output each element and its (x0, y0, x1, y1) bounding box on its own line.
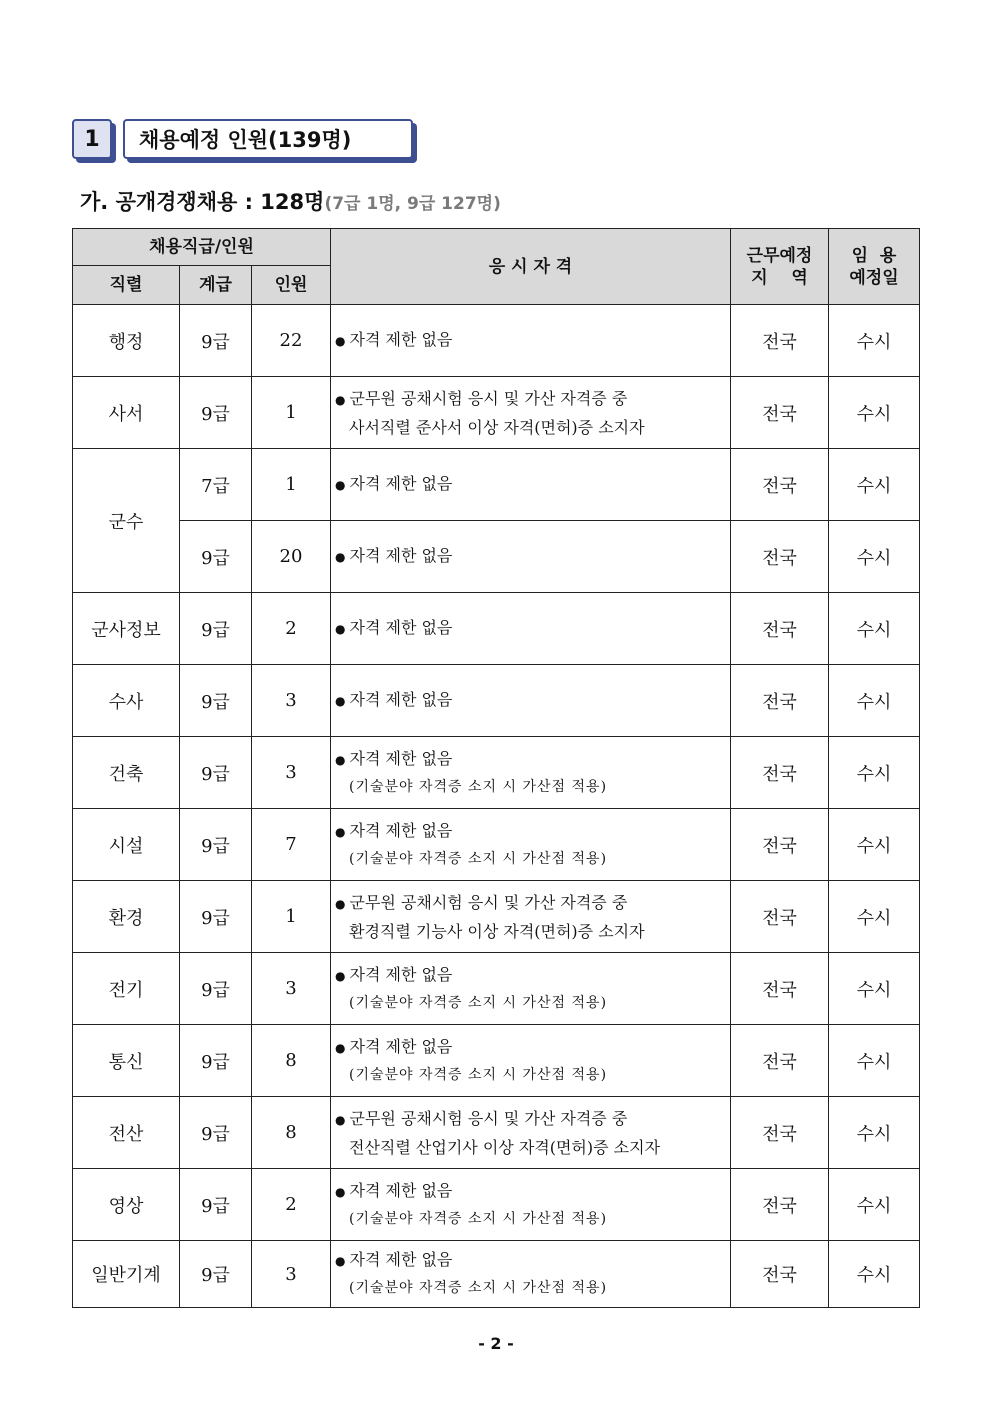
cell-series: 사서 (73, 377, 180, 449)
qualification-continuation: 사서직렬 준사서 이상 자격(면허)증 소지자 (349, 417, 645, 437)
cell-grade: 9급 (180, 953, 252, 1025)
cell-date: 수시 (829, 809, 920, 881)
cell-region: 전국 (731, 665, 829, 737)
qualification-text: 군무원 공채시험 응시 및 가산 자격증 중 (349, 388, 628, 408)
cell-count: 3 (252, 665, 331, 737)
cell-region: 전국 (731, 1169, 829, 1241)
qualification-text: 자격 제한 없음 (349, 748, 453, 768)
cell-count: 8 (252, 1025, 331, 1097)
cell-count: 1 (252, 377, 331, 449)
qualification-note: (기술분야 자격증 소지 시 가산점 적용) (349, 778, 608, 795)
qualification-line (335, 330, 452, 349)
qualification-text: 자격 제한 없음 (349, 1036, 453, 1056)
cell-region: 전국 (731, 809, 829, 881)
qualification-line (335, 389, 627, 408)
cell-series: 군수 (73, 449, 180, 593)
cell-date: 수시 (829, 737, 920, 809)
subheading (80, 186, 501, 216)
section-number: 1 (72, 119, 112, 159)
bullet-icon: ● (335, 392, 346, 407)
cell-series: 수사 (73, 665, 180, 737)
cell-series: 통신 (73, 1025, 180, 1097)
qualification-note: (기술분야 자격증 소지 시 가산점 적용) (349, 850, 608, 867)
cell-qualification (331, 881, 731, 953)
bullet-icon: ● (335, 896, 346, 911)
bullet-icon: ● (335, 550, 346, 564)
cell-count: 2 (252, 1169, 331, 1241)
cell-grade: 9급 (180, 1241, 252, 1308)
qualification-text: 자격 제한 없음 (349, 820, 453, 840)
cell-date: 수시 (829, 665, 920, 737)
table-row (73, 809, 920, 881)
page-number: - 2 - (478, 1334, 514, 1353)
cell-grade: 9급 (180, 665, 252, 737)
header-date-line2: 예정일 (849, 267, 899, 288)
cell-count: 3 (252, 953, 331, 1025)
qualification-line (335, 690, 452, 709)
cell-count: 22 (252, 305, 331, 377)
cell-region: 전국 (731, 1025, 829, 1097)
cell-count: 1 (252, 881, 331, 953)
table-row (73, 593, 920, 665)
bullet-icon: ● (335, 334, 346, 348)
bullet-icon: ● (335, 968, 346, 983)
qualification-note: (기술분야 자격증 소지 시 가산점 적용) (349, 994, 608, 1011)
cell-qualification (331, 1025, 731, 1097)
cell-qualification (331, 665, 731, 737)
table-row (73, 1097, 920, 1169)
qualification-line (335, 965, 452, 984)
header-group: 채용직급/인원 (73, 229, 331, 266)
bullet-icon: ● (335, 622, 346, 636)
qualification-note: (기술분야 자격증 소지 시 가산점 적용) (349, 1280, 608, 1296)
cell-region: 전국 (731, 521, 829, 593)
qualification-line (335, 1109, 627, 1128)
cell-series: 영상 (73, 1169, 180, 1241)
cell-date: 수시 (829, 593, 920, 665)
qualification-text: 군무원 공채시험 응시 및 가산 자격증 중 (349, 892, 628, 912)
cell-qualification (331, 1169, 731, 1241)
cell-series: 시설 (73, 809, 180, 881)
subheading-note: (7급 1명, 9급 127명) (324, 194, 501, 214)
section-title: 채용예정 인원(139명) (123, 119, 413, 159)
qualification-text: 자격 제한 없음 (349, 618, 453, 637)
subheading-main: 가. 공개경쟁채용 : 128명 (80, 190, 325, 214)
cell-count: 3 (252, 1241, 331, 1308)
table-row (73, 1169, 920, 1241)
bullet-icon: ● (335, 1184, 346, 1199)
cell-region: 전국 (731, 1241, 829, 1308)
bullet-icon: ● (335, 824, 346, 839)
cell-grade: 9급 (180, 1169, 252, 1241)
cell-series: 군사정보 (73, 593, 180, 665)
header-region (731, 229, 829, 305)
cell-qualification (331, 377, 731, 449)
cell-grade: 9급 (180, 521, 252, 593)
cell-qualification (331, 953, 731, 1025)
recruitment-table (72, 228, 920, 1308)
cell-series: 환경 (73, 881, 180, 953)
cell-qualification (331, 1097, 731, 1169)
cell-date: 수시 (829, 377, 920, 449)
qualification-text: 자격 제한 없음 (349, 546, 453, 565)
cell-region: 전국 (731, 1097, 829, 1169)
cell-grade: 9급 (180, 305, 252, 377)
cell-date: 수시 (829, 449, 920, 521)
bullet-icon: ● (335, 1254, 346, 1268)
cell-date: 수시 (829, 1097, 920, 1169)
qualification-text: 자격 제한 없음 (349, 474, 453, 493)
header-region-line2: 지 역 (751, 267, 808, 288)
bullet-icon: ● (335, 752, 346, 767)
cell-date: 수시 (829, 1025, 920, 1097)
cell-date: 수시 (829, 881, 920, 953)
qualification-line (335, 1250, 452, 1269)
cell-count: 2 (252, 593, 331, 665)
cell-grade: 7급 (180, 449, 252, 521)
table-row (73, 953, 920, 1025)
table-body (73, 305, 920, 1308)
table-row (73, 881, 920, 953)
table-row (73, 377, 920, 449)
table-row (73, 1025, 920, 1097)
qualification-continuation: 환경직렬 기능사 이상 자격(면허)증 소지자 (349, 921, 645, 941)
cell-region: 전국 (731, 377, 829, 449)
header-date-line1: 임 용 (851, 245, 897, 266)
table-row (73, 665, 920, 737)
cell-date: 수시 (829, 953, 920, 1025)
bullet-icon: ● (335, 694, 346, 708)
bullet-icon: ● (335, 1040, 346, 1055)
cell-qualification (331, 521, 731, 593)
table-row (73, 737, 920, 809)
cell-region: 전국 (731, 953, 829, 1025)
cell-series: 일반기계 (73, 1241, 180, 1308)
cell-series: 전산 (73, 1097, 180, 1169)
cell-count: 7 (252, 809, 331, 881)
bullet-icon: ● (335, 1112, 346, 1127)
qualification-line (335, 1037, 452, 1056)
qualification-line (335, 546, 452, 565)
qualification-line (335, 893, 627, 912)
qualification-note: (기술분야 자격증 소지 시 가산점 적용) (349, 1210, 608, 1227)
cell-date: 수시 (829, 1169, 920, 1241)
cell-grade: 9급 (180, 377, 252, 449)
cell-count: 8 (252, 1097, 331, 1169)
cell-region: 전국 (731, 449, 829, 521)
table-row (73, 305, 920, 377)
cell-date: 수시 (829, 521, 920, 593)
cell-series: 전기 (73, 953, 180, 1025)
cell-grade: 9급 (180, 881, 252, 953)
cell-region: 전국 (731, 305, 829, 377)
cell-date: 수시 (829, 305, 920, 377)
cell-count: 1 (252, 449, 331, 521)
cell-region: 전국 (731, 737, 829, 809)
qualification-text: 자격 제한 없음 (349, 1250, 453, 1269)
qualification-line (335, 749, 452, 768)
qualification-text: 자격 제한 없음 (349, 964, 453, 984)
cell-count: 20 (252, 521, 331, 593)
cell-grade: 9급 (180, 737, 252, 809)
qualification-continuation: 전산직렬 산업기사 이상 자격(면허)증 소지자 (349, 1137, 661, 1157)
qualification-line (335, 1181, 452, 1200)
cell-qualification (331, 809, 731, 881)
table-row (73, 1241, 920, 1308)
cell-qualification (331, 449, 731, 521)
header-region-line1: 근무예정 (746, 245, 813, 266)
cell-series: 행정 (73, 305, 180, 377)
qualification-text: 군무원 공채시험 응시 및 가산 자격증 중 (349, 1108, 628, 1128)
qualification-text: 자격 제한 없음 (349, 330, 453, 349)
cell-grade: 9급 (180, 1025, 252, 1097)
qualification-note: (기술분야 자격증 소지 시 가산점 적용) (349, 1066, 608, 1083)
bullet-icon: ● (335, 478, 346, 492)
cell-qualification (331, 305, 731, 377)
qualification-text: 자격 제한 없음 (349, 1180, 453, 1200)
cell-region: 전국 (731, 881, 829, 953)
header-grade: 계급 (180, 266, 252, 305)
header-date (829, 229, 920, 305)
header-series: 직렬 (73, 266, 180, 305)
cell-series: 건축 (73, 737, 180, 809)
cell-qualification (331, 593, 731, 665)
cell-date: 수시 (829, 1241, 920, 1308)
cell-region: 전국 (731, 593, 829, 665)
qualification-line (335, 618, 452, 637)
table-row (73, 449, 920, 521)
header-qualification: 응 시 자 격 (331, 229, 731, 305)
cell-grade: 9급 (180, 593, 252, 665)
qualification-line (335, 821, 452, 840)
header-count: 인원 (252, 266, 331, 305)
qualification-text: 자격 제한 없음 (349, 690, 453, 709)
cell-qualification (331, 737, 731, 809)
cell-qualification (331, 1241, 731, 1308)
cell-count: 3 (252, 737, 331, 809)
table-row (73, 521, 920, 593)
cell-grade: 9급 (180, 809, 252, 881)
cell-grade: 9급 (180, 1097, 252, 1169)
qualification-line (335, 474, 452, 493)
